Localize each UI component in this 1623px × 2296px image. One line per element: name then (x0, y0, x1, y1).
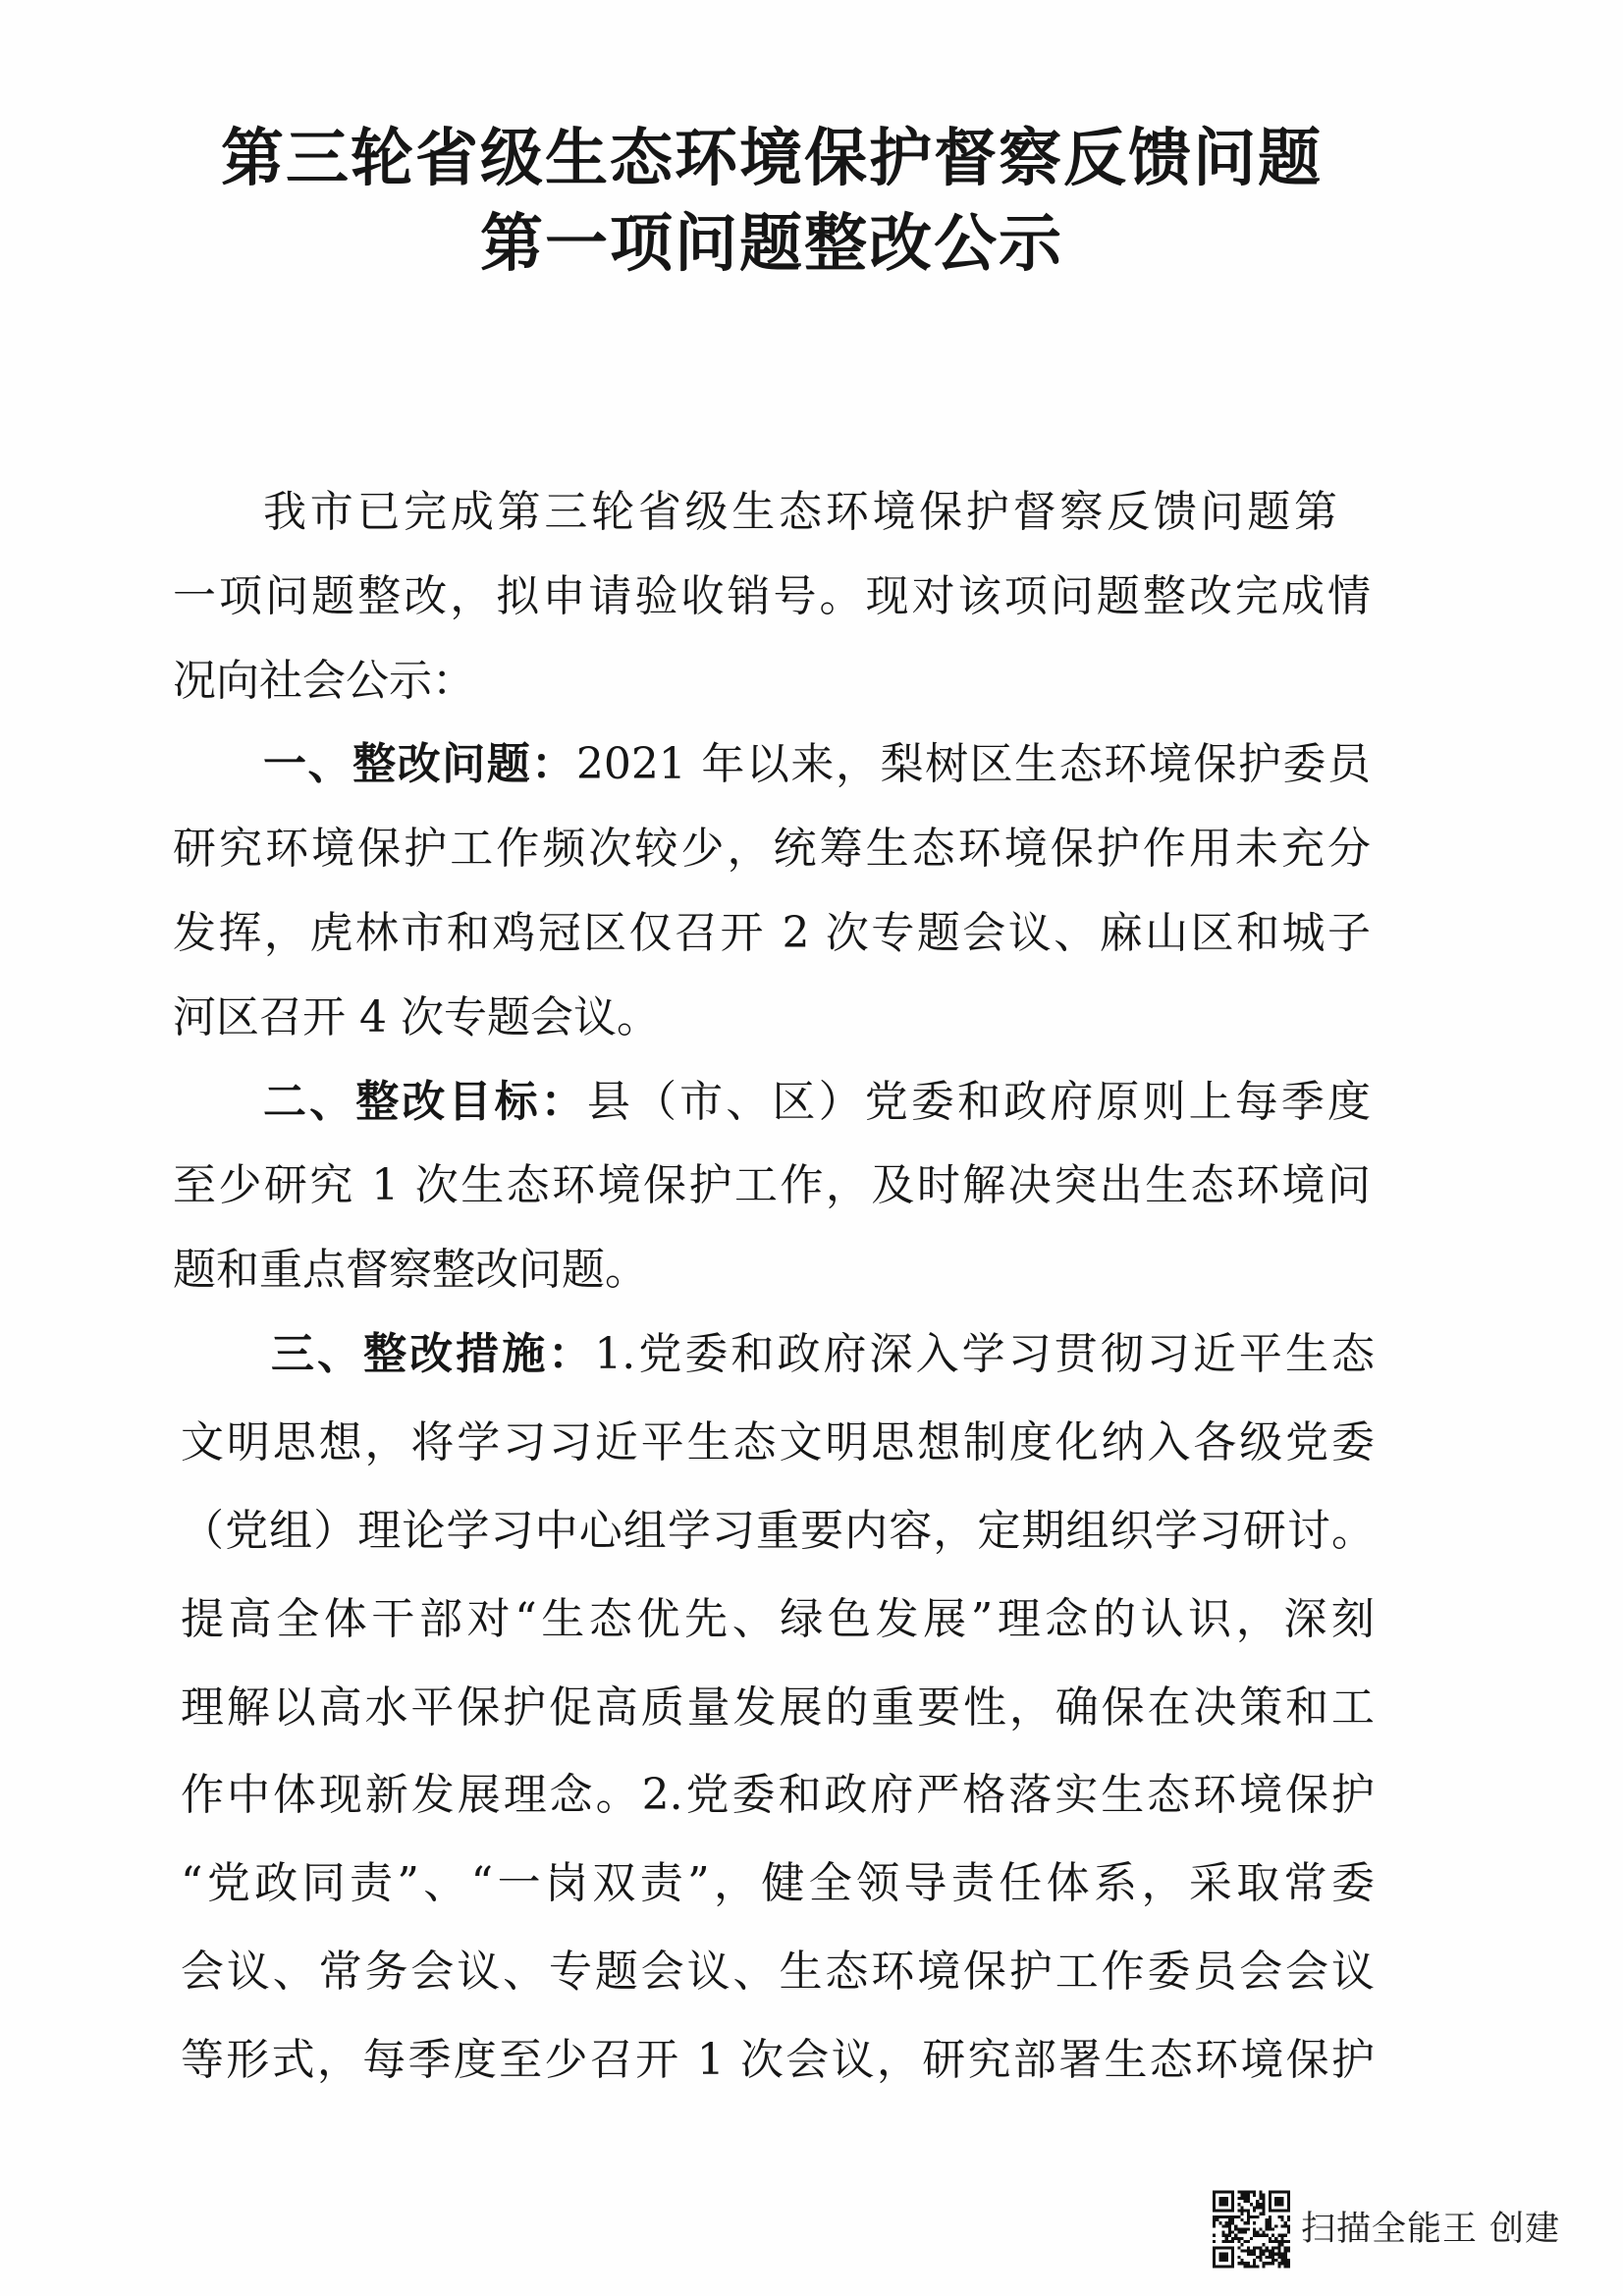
paragraph-line (181, 1310, 1375, 1399)
paragraph-line: 理解以高水平保护促高质量发展的重要性，确保在决策和工 (181, 1682, 1375, 1733)
paragraph-line: 文明思想，将学习习近平生态文明思想制度化纳入各级党委 (181, 1416, 1375, 1468)
paragraph-line: 发挥，虎林市和鸡冠区仅召开 2 次专题会议、麻山区和城子 (173, 907, 1371, 958)
paragraph-line: 会议、常务会议、专题会议、生态环境保护工作委员会会议 (181, 1947, 1375, 1998)
line-text: 县（市、区）党委和政府原则上每季度 (586, 1076, 1371, 1127)
paragraph-line: 一项问题整改，拟申请验收销号。现对该项问题整改完成情 (173, 570, 1371, 621)
paragraph-line (173, 1060, 1371, 1145)
paragraph-line: 提高全体干部对“生态优先、绿色发展”理念的认识，深刻 (181, 1593, 1375, 1644)
document-title (173, 116, 1371, 287)
title-line: 第一项问题整改公示 (480, 207, 1063, 281)
paragraph-line: 题和重点督察整改问题。 (173, 1245, 648, 1296)
section-rectification-measures (181, 1310, 1375, 2105)
line-text: 2021 年以来，梨树区生态环境保护委员 (575, 739, 1371, 790)
paragraph-line: 研究环境保护工作频次较少，统筹生态环境保护作用未充分 (173, 824, 1371, 875)
section-heading: 二、整改目标： (263, 1076, 587, 1127)
scanner-watermark-label: 扫描全能王 创建 (1301, 2210, 1561, 2249)
section-rectification-issue (173, 722, 1371, 1059)
section-heading: 三、整改措施： (271, 1329, 595, 1379)
paragraph-line: 等形式，每季度至少召开 1 次会议，研究部署生态环境保护 (181, 2035, 1375, 2086)
section-rectification-goal (173, 1060, 1371, 1312)
paragraph-line: 作中体现新发展理念。2.党委和政府严格落实生态环境保护 (181, 1770, 1375, 1821)
paragraph-line: “党政同责”、“一岗双责”，健全领导责任体系，采取常委 (181, 1858, 1375, 1909)
paragraph-line: 河区召开 4 次专题会议。 (173, 991, 660, 1042)
paragraph-line: 我市已完成第三轮省级生态环境保护督察反馈问题第 (263, 487, 1337, 537)
section-heading: 一、整改问题： (263, 739, 576, 790)
qr-code-icon (1213, 2190, 1290, 2269)
paragraph-line: 至少研究 1 次生态环境保护工作，及时解决突出生态环境问 (173, 1160, 1371, 1211)
intro-paragraph (173, 470, 1371, 722)
title-line: 第三轮省级生态环境保护督察反馈问题 (221, 122, 1323, 195)
paragraph-line (173, 722, 1371, 807)
document-body-upper (173, 470, 1371, 1312)
line-text: 1.党委和政府深入学习贯彻习近平生态 (594, 1329, 1375, 1379)
paragraph-line: （党组）理论学习中心组学习重要内容，定期组织学习研讨。 (181, 1505, 1375, 1556)
paragraph-line: 况向社会公示： (173, 655, 475, 706)
